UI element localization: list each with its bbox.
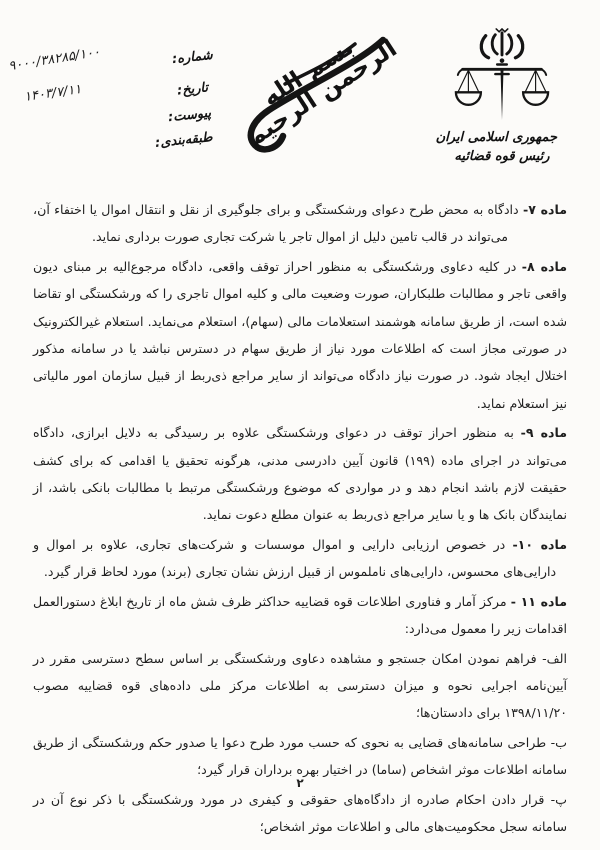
article-label: الف- [542, 650, 567, 666]
article-label: ماده ۸- [521, 258, 567, 274]
article-paragraph [33, 645, 567, 727]
article-text: به منظور احراز توقف در دعوای ورشکستگی علاوه بر رسیدگی به دلایل ابرازی، دادگاه می‌تواند در اجرای ماده (۱۹۹) قانون آیین دادرسی مدنی، هرگونه تحقیق یا اقدامی که برای کشف حقیقت لازم باشد انجام دهد و در مواردی که موضوع ورشکستگی مرتبط با مطالبات بانکی باشد، از نمایندگان بانک ها و یا سایر مراجع ذی‌ربط به عنوان مطلع دعوت نماید. [33, 425, 567, 523]
bismillah-calligraphy [205, 10, 410, 170]
org-title-judiciary-head: رئیس قوه قضائیه [454, 149, 550, 164]
article-label: ماده ۱۰- [512, 536, 567, 552]
article-paragraph [33, 253, 567, 417]
article-text: در کلیه دعاوی ورشکستگی به منظور احراز توقف واقعی، دادگاه مرجوع‌الیه بر مبنای دیون واقعی تاجر و مطالبات طلبکاران، صورت وضعیت مالی و کلیه اموال تاجری را که ورشکستگی او تقاضا شده است، از طریق سامانه هوشمند استعلامات مالی (سهام)، استعلام می‌نماید. استعلام غیرالکترونیک در صورتی مجاز است که اطلاعات مورد نیاز از طریق سهام در دسترس نباشد یا در سامانه مذکور اختلال ایجاد شود. در صورت نیاز دادگاه می‌تواند از سایر مراجع ذی‌ربط از قبیل سازمان امور مالیاتی نیز استعلام نماید. [33, 258, 567, 411]
article-label: ماده ۷- [522, 202, 567, 217]
article-text: در خصوص ارزیابی دارایی و اموال موسسات و شرکت‌های تجاری، علاوه بر اموال و دارایی‌های محسوس، دارایی‌های ناملموس از قبیل ارزش نشان تجاری (برند) مورد لحاظ قرار گیرد. [33, 536, 557, 580]
classification-label: طبقه‌بندی: [154, 130, 214, 151]
page-number: ۲ [296, 776, 304, 790]
article-text: دادگاه به محض طرح دعوای ورشکستگی و برای جلوگیری از نقل و انتقال اموال یا اختفاء آن، می‌تواند در قالب تامین دلیل از اموال تاجر یا شرکت تجاری صورت برداری نماید. [33, 202, 523, 245]
org-title-country: جمهوری اسلامی ایران [435, 130, 557, 145]
article-paragraph [33, 196, 567, 251]
letter-date-value: ۱۴۰۳/۷/۱۱ [23, 82, 83, 105]
article-paragraph [33, 786, 567, 841]
articles [33, 196, 567, 842]
attachment-label: پیوست: [167, 105, 212, 126]
article-paragraph [33, 531, 567, 586]
article-text: فراهم نمودن امکان جستجو و مشاهده دعاوی ورشکستگی بر اساس سطح دسترسی مقرر در آیین‌نامه اجرایی نحوه و میزان دسترسی به اطلاعات مرکز ملی داده‌های قوه قضاییه مصوب ۱۳۹۸/۱۱/۲۰ برای دادستان‌ها؛ [33, 650, 567, 721]
date-label: تاریخ: [176, 80, 209, 99]
scales-of-justice-icon [454, 28, 550, 124]
article-label: ماده ۱۱ - [510, 593, 567, 609]
number-label: شماره: [171, 47, 214, 68]
letter-number-value: ۹۰۰۰/۳۸۲۸۵/۱۰۰ [7, 44, 102, 75]
article-text: طراحی سامانه‌های قضایی به نحوی که حسب مورد طرح دعوا یا صدور حکم ورشکستگی از طریق سامانه اطلاعات موثر اشخاص (ساما) در اختیار بهره برداران قرار گیرد؛ [33, 734, 567, 778]
bismillah-text: بسم الله الرحمن الرحیم [241, 32, 402, 153]
article-label: ماده ۹- [520, 425, 568, 441]
article-label: ب- [550, 734, 567, 750]
article-paragraph [33, 419, 567, 529]
article-paragraph [33, 588, 567, 643]
article-text: مرکز آمار و فناوری اطلاعات قوه قضاییه حداکثر ظرف شش ماه از تاریخ ابلاغ دستورالعمل اقدامات زیر را معمول می‌دارد: [33, 593, 567, 637]
judiciary-header [435, 28, 557, 164]
article-text: قرار دادن احکام صادره از دادگاه‌های حقوقی و کیفری در مورد ورشکستگی با ذکر نوع آن در سامانه سجل محکومیت‌های مالی و اطلاعات موثر اشخاص؛ [33, 791, 567, 834]
article-label: پ- [550, 791, 567, 807]
